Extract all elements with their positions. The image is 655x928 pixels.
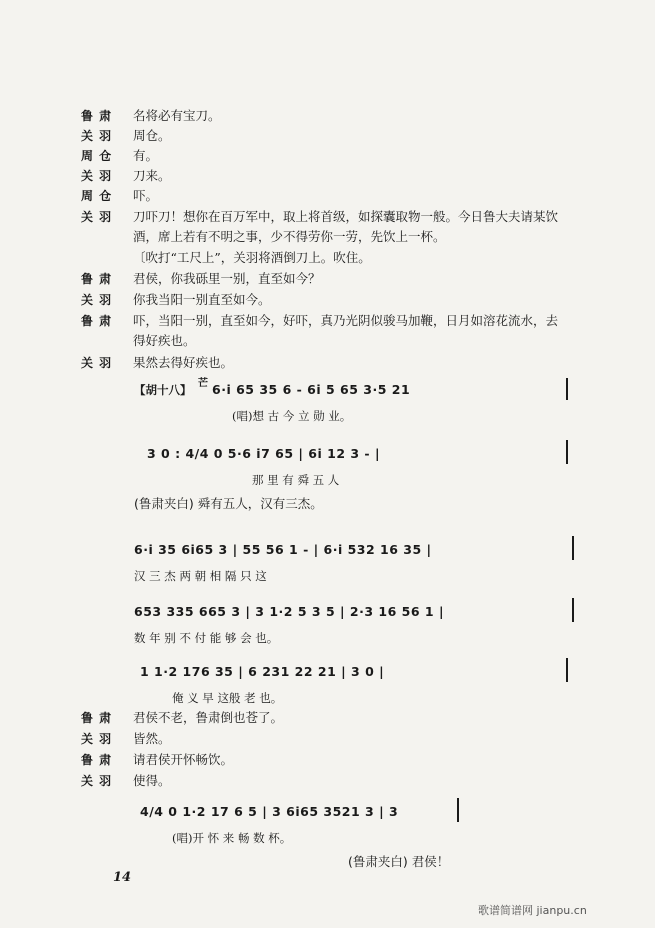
spoken-interjection-1: (鲁肃夹白) 舜有五人，汉有三杰。 [134,496,323,511]
score-row-5-lyrics: 俺 义 早 这般 老 也。 [172,691,283,705]
speaker: 关 羽 [81,732,113,746]
line-text: 吓。 [133,188,159,203]
barline [572,536,574,560]
line-text: 周仓。 [133,128,171,143]
score-row-2-lyrics: 那 里 有 舜 五 人 [252,473,340,487]
score-row-3-lyrics: 汉 三 杰 两 朝 相 隔 只 这 [134,569,267,583]
spoken-interjection-2: (鲁肃夹白) 君侯！ [348,854,450,869]
line-text-continued: 酒，席上若有不明之事，少不得劳你一劳，先饮上一杯。 [133,229,446,244]
ornament-mark: 芒 [198,378,208,389]
score-row-1-lyrics: (唱)想 古 今 立 勋 业。 [232,409,352,423]
line-text: 你我当阳一别直至如今。 [133,292,271,307]
line-text: 果然去得好疾也。 [133,355,234,370]
line-text: 刀吓刀！想你在百万军中，取上将首级，如探囊取物一般。今日鲁大夫请某饮 [133,209,559,224]
speaker: 鲁 肃 [81,711,113,725]
score-row-4-notes: 653 335 665 3 | 3 1·2 5 3 5 | 2·3 16 56 1 | [134,604,445,619]
tune-label: 【胡十八】 [134,383,192,397]
speaker: 关 羽 [81,210,113,224]
watermark: 歌谱简谱网 jianpu.cn [478,904,587,917]
score-row-6-notes: 4/4 0 1·2 17 6 5 | 3 6i65 3521 3 | 3 [140,804,399,819]
speaker: 关 羽 [81,129,113,143]
barline [457,798,459,822]
barline [572,598,574,622]
score-row-2-notes: 3 0 : 4/4 0 5·6 i7 65 | 6i 12 3 - | [147,446,381,461]
line-text: 皆然。 [133,731,171,746]
score-row-3-notes: 6·i 35 6i65 3 | 55 56 1 - | 6·i 532 16 35 | [134,542,432,557]
line-text: 名将必有宝刀。 [133,108,221,123]
barline [566,378,568,400]
speaker: 鲁 肃 [81,109,113,123]
line-text: 刀来。 [133,168,171,183]
speaker: 周 仓 [81,149,113,163]
score-row-5-notes: 1 1·2 176 35 | 6 231 22 21 | 3 0 | [140,664,385,679]
speaker: 鲁 肃 [81,314,113,328]
line-text: 君侯，你我砾里一别，直至如今？ [133,271,321,286]
speaker: 鲁 肃 [81,753,113,767]
line-text: 君侯不老，鲁肃倒也苍了。 [133,710,284,725]
score-row-1-notes: 6·i 65 35 6 - 6i 5 65 3·5 21 [212,382,411,397]
speaker: 关 羽 [81,169,113,183]
speaker: 周 仓 [81,189,113,203]
score-row-4-lyrics: 数 年 别 不 付 能 够 会 也。 [134,631,279,645]
line-text: 有。 [133,148,159,163]
speaker: 关 羽 [81,774,113,788]
line-text: 吓，当阳一别，直至如今，好吓，真乃光阴似骏马加鞭，日月如溶花流水，去 [133,313,559,328]
speaker: 鲁 肃 [81,272,113,286]
speaker: 关 羽 [81,293,113,307]
speaker: 关 羽 [81,356,113,370]
barline [566,440,568,464]
line-text: 请君侯开怀畅饮。 [133,752,234,767]
line-text-continued: 得好疾也。 [133,333,196,348]
stage-direction-text: 〔吹打“工尺上”，关羽将酒倒刀上。吹住。 [133,250,371,265]
page-number: 14 [113,870,132,885]
line-text: 使得。 [133,773,171,788]
score-row-6-lyrics: (唱)开 怀 来 畅 数 杯。 [172,831,292,845]
barline [566,658,568,682]
